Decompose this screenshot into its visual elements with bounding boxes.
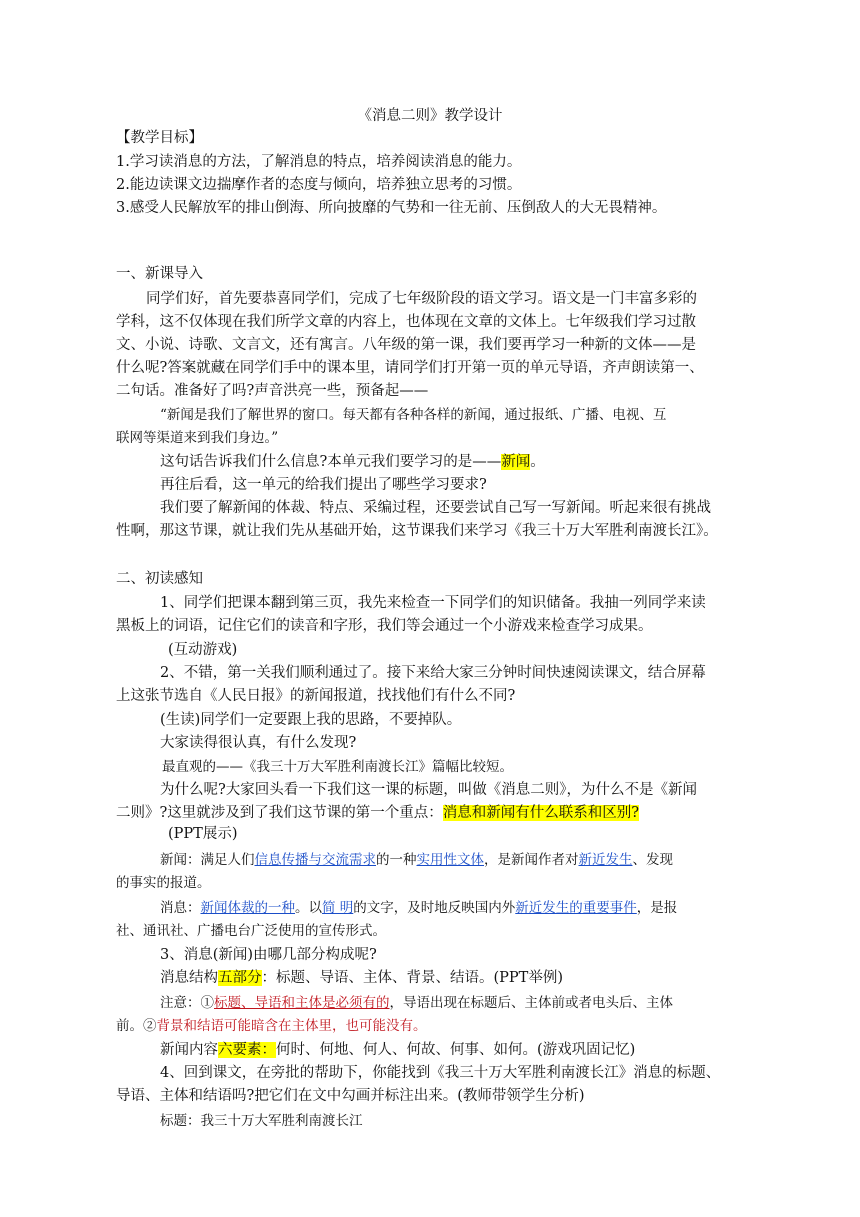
definition-news	[116, 850, 800, 870]
paragraph-line: 最直观的——《我三十万大军胜利南渡长江》篇幅比较短。	[162, 759, 513, 775]
text: 二则》?这里就涉及到了我们这节课的第一个重点：	[116, 805, 443, 821]
objective-item: 2.能边读课文边揣摩作者的态度与倾向，培养独立思考的习惯。	[116, 177, 522, 193]
paragraph-line	[116, 968, 800, 988]
text: 的一种	[376, 852, 417, 868]
highlight-news: 新闻	[501, 454, 531, 470]
section-heading: 二、初读感知	[116, 571, 203, 587]
quote-line: “新闻是我们了解世界的窗口。每天都有各种各样的新闻，通过报纸、广播、电视、互	[160, 407, 667, 423]
paragraph-line: 3、消息(新闻)由哪几部分构成呢?	[160, 947, 377, 963]
paragraph-line: 大家读得很认真，有什么发现?	[160, 735, 357, 751]
definition-message: 社、通讯社、广播电台广泛使用的宣传形式。	[116, 923, 386, 939]
text: 注意：①	[160, 995, 214, 1011]
paragraph-line: 黑板上的词语，记住它们的读音和字形，我们等会通过一个小游戏来检查学习成果。	[116, 618, 653, 634]
paragraph-line: 2、不错，第一关我们顺利通过了。接下来给大家三分钟时间快速阅读课文，结合屏幕	[160, 665, 706, 681]
paragraph-line: (PPT展示)	[168, 826, 238, 842]
text: 。以	[295, 900, 322, 916]
underline-term: 信息传播与交流需求	[254, 852, 376, 868]
section-heading: 一、新课导入	[116, 266, 203, 282]
objectives-heading: 【教学目标】	[116, 130, 203, 146]
objective-item: 1.学习读消息的方法，了解消息的特点，培养阅读消息的能力。	[116, 154, 522, 170]
underline-term: 新闻体裁的一种	[200, 900, 295, 916]
definition-message	[116, 898, 800, 918]
paragraph-line: 为什么呢?大家回头看一下我们这一课的标题，叫做《消息二则》，为什么不是《新闻	[160, 782, 698, 798]
underline-term: 实用性文体	[416, 852, 484, 868]
text: ：标题、导语、主体、背景、结语。(PPT举例)	[261, 970, 563, 986]
paragraph-line	[116, 803, 756, 823]
paragraph-line: 1、同学们把课本翻到第三页，我先来检查一下同学们的知识储备。我抽一列同学来读	[160, 595, 706, 611]
highlight-six-elements: 六要素：	[218, 1042, 276, 1058]
text: 的文字，及时地反映国内外	[353, 900, 516, 916]
paragraph-line: 4、回到课文，在旁批的帮助下，你能找到《我三十万大军胜利南渡长江》消息的标题、	[160, 1065, 721, 1081]
text: 这句话告诉我们什么信息?本单元我们要学习的是——	[160, 454, 502, 470]
text: 消息：	[160, 900, 201, 916]
red-text: 背景和结语可能暗含在主体里，也可能没有。	[156, 1018, 427, 1034]
paragraph-line	[116, 452, 800, 472]
note-line	[116, 993, 800, 1013]
highlight-five-parts: 五部分	[218, 970, 262, 986]
paragraph-line: (互动游戏)	[168, 642, 238, 658]
definition-news: 的事实的报道。	[116, 875, 211, 891]
underline-term: 简 明	[322, 900, 354, 916]
paragraph-line	[116, 1040, 800, 1060]
text: 消息结构	[160, 970, 218, 986]
text: 、发现	[632, 852, 673, 868]
text: 。	[530, 454, 545, 470]
quote-line: 联网等渠道来到我们身边。”	[116, 430, 279, 446]
paragraph-line: 学科，这不仅体现在我们所学文章的内容上，也体现在文章的文体上。七年级我们学习过散	[116, 314, 696, 330]
paragraph-line: 我们要了解新闻的体裁、特点、采编过程，还要尝试自己写一写新闻。听起来很有挑战	[160, 500, 711, 516]
paragraph-line: 导语、主体和结语吗?把它们在文中勾画并标注出来。(教师带领学生分析)	[116, 1088, 585, 1104]
highlight-key-point: 消息和新闻有什么联系和区别?	[442, 805, 640, 821]
underline-term: 新近发生的重要事件	[515, 900, 637, 916]
document-title: 《消息二则》教学设计	[357, 108, 503, 124]
paragraph-line: 文、小说、诗歌、文言文，还有寓言。八年级的第一课，我们要再学习一种新的文体——是	[116, 337, 696, 353]
text: 新闻内容	[160, 1042, 218, 1058]
paragraph-line: 二句话。准备好了吗?声音洪亮一些，预备起——	[116, 383, 429, 399]
paragraph-line: 上这张节选自《人民日报》的新闻报道，找找他们有什么不同?	[116, 688, 516, 704]
objective-item: 3.感受人民解放军的排山倒海、所向披靡的气势和一往无前、压倒敌人的大无畏精神。	[116, 200, 667, 216]
paragraph-line: 什么呢?答案就藏在同学们手中的课本里，请同学们打开第一页的单元导语，齐声朗读第一、	[116, 360, 704, 376]
text: ，是报	[636, 900, 678, 916]
paragraph-line: 性啊，那这节课，就让我们先从基础开始，这节课我们来学习《我三十万大军胜利南渡长江》。	[116, 523, 718, 539]
note-line	[116, 1016, 756, 1036]
paragraph-line: 同学们好，首先要恭喜同学们，完成了七年级阶段的语文学习。语文是一门丰富多彩的	[146, 291, 697, 307]
text: 新闻：满足人们	[160, 852, 255, 868]
text: ，是新闻作者对	[484, 852, 579, 868]
text: 前。②	[116, 1018, 157, 1034]
text: ，导语出现在标题后、主体前或者电头后、主体	[389, 995, 673, 1011]
underline-term: 新近发生	[578, 852, 633, 868]
paragraph-line: (生读)同学们一定要跟上我的思路，不要掉队。	[160, 712, 462, 728]
red-underline-text: 标题、导语和主体是必须有的	[214, 995, 390, 1011]
text: 何时、何地、何人、何故、何事、如何。(游戏巩固记忆)	[276, 1042, 636, 1058]
paragraph-line: 标题：我三十万大军胜利南渡长江	[160, 1113, 363, 1129]
paragraph-line: 再往后看，这一单元的给我们提出了哪些学习要求?	[160, 477, 487, 493]
